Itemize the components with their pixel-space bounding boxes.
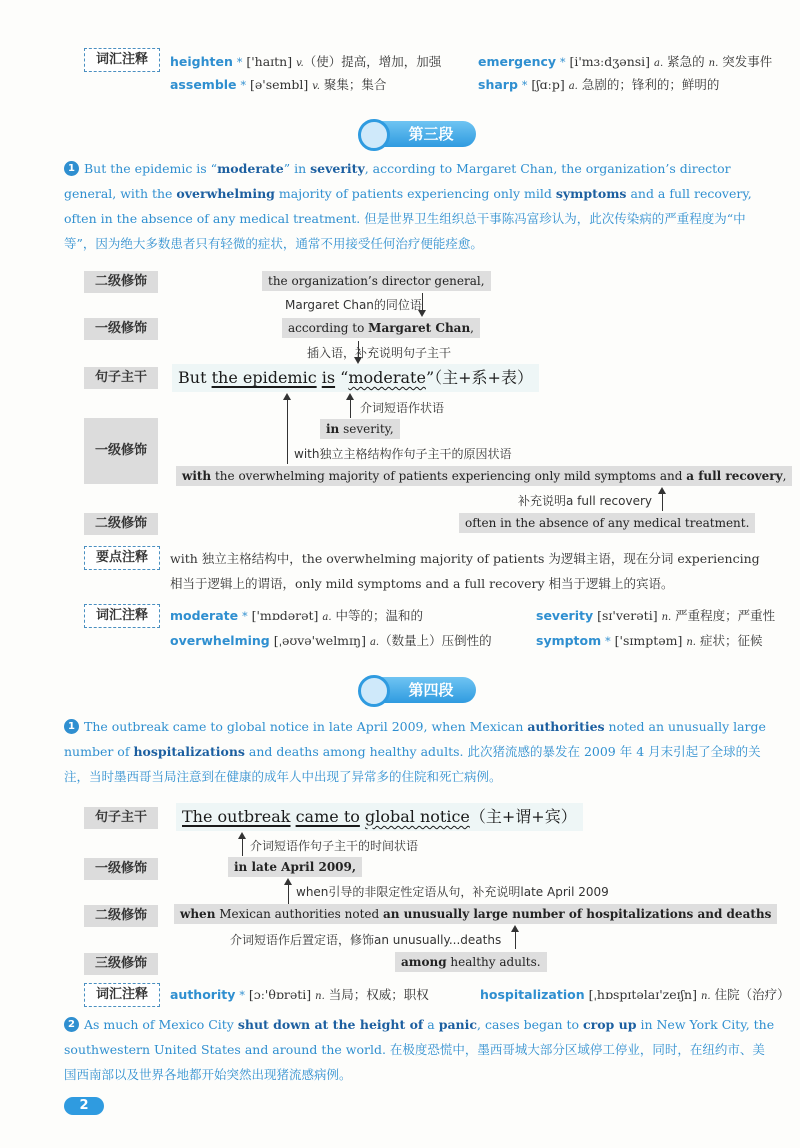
paragraph-3-1: 1 But the epidemic is “moderate” in severity, according to Margaret Chan, the organization’s director general, with the overwhelming majority of patients experiencing only mild symptoms and a full recovery, often in the absence of any medical treatment. 但是世界卫生组织总干事陈冯富珍认为，此次传染病的严重程度为“中等”，因为绝大多数患者只有轻微的症状，通常不用接受任何治疗便能痊愈。 (64, 161, 752, 251)
box-among-adults: among healthy adults. (395, 952, 547, 972)
sentence-number: 2 (64, 1017, 79, 1032)
arrow-line (662, 493, 663, 511)
vocab-entry-authority: authority * [ɔː'θɒrəti] n. 当局；权威；职权 (170, 987, 429, 1002)
vocab-entry-hospitalization: hospitalization [ˌhɒspɪtəlaɪ'zeɪʃn] n. 住院（治疗） (480, 987, 790, 1002)
note-full-recovery: 补充说明a full recovery (518, 494, 652, 508)
paragraph-4-1: 1 The outbreak came to global notice in late April 2009, when Mexican authorities noted an unusually large number of hospitalizations and deaths among healthy adults. 此次猪流感的暴发在 2009 年 4 月末引起了全球的关注，当时墨西哥当局注意到在健康的成年人中出现了异常多的住院和死亡病例。 (64, 719, 766, 784)
note-insertion: 插入语，补充说明句子主干 (307, 346, 452, 360)
sentence-stem-4: The outbreak came to global notice（主+谓+宾） (176, 803, 583, 831)
vocab-entry-symptom: symptom * ['sɪmptəm] n. 症状；征候 (536, 633, 763, 648)
points-text: with 独立主格结构中，the overwhelming majority of patients 为逻辑主语，现在分词 experiencing 相当于逻辑上的谓语，only mild symptoms and a full recovery 相当于逻辑上的宾语。 (170, 551, 760, 591)
box-in-severity: in severity, (320, 419, 400, 439)
section-title: 第四段 (408, 681, 454, 699)
box-late-april: in late April 2009, (228, 857, 362, 877)
box-with-structure: with the overwhelming majority of patients experiencing only mild symptoms and a full recovery, (176, 466, 792, 486)
level-label-l2: 二级修饰 (84, 271, 158, 293)
vocab-label-3: 词汇注释 (84, 604, 160, 628)
section-title: 第三段 (408, 125, 454, 143)
note-when-clause: when引导的非限定性定语从句，补充说明late April 2009 (296, 885, 609, 899)
arrow-line (515, 931, 516, 949)
box-when-clause: when Mexican authorities noted an unusually large number of hospitalizations and deaths (174, 904, 777, 924)
arrow-line (288, 884, 289, 904)
box-often-absence: often in the absence of any medical treatment. (459, 513, 755, 533)
note-with-absolute: with独立主格结构作句子主干的原因状语 (294, 447, 512, 461)
level-label-stem-4: 句子主干 (84, 807, 158, 829)
section-header-3 (362, 121, 476, 147)
vocab-entry-assemble: assemble * [ə'sembl] v. 聚集；集合 (170, 77, 387, 92)
arrow-head (418, 310, 426, 317)
paragraph-4-2: 2 As much of Mexico City shut down at the height of a panic, cases began to crop up in New York City, the southwestern United States and around the world. 在极度恐慌中，墨西哥城大部分区域停工停业，同时，在纽约市、美国西南部以及世界各地都开始突然出现猪流感病例。 (64, 1017, 775, 1082)
note-prep-adverbial: 介词短语作状语 (360, 401, 445, 415)
vocab-entry-severity: severity [sɪ'verəti] n. 严重程度；严重性 (536, 608, 776, 623)
level-label-l2b: 二级修饰 (84, 513, 158, 535)
level-label-l3-4: 三级修饰 (84, 953, 158, 975)
arrow-line (350, 399, 351, 418)
level-label-l1: 一级修饰 (84, 318, 158, 340)
arrow-line (242, 838, 243, 856)
box-according-to: according to Margaret Chan, (282, 318, 480, 338)
vocab-entry-overwhelming: overwhelming [ˌəʊvə'welmɪŋ] a.（数量上）压倒性的 (170, 633, 492, 648)
note-post-attributive: 介词短语作后置定语，修饰an unusually...deaths (230, 933, 502, 947)
vocab-entry-moderate: moderate * ['mɒdərət] a. 中等的；温和的 (170, 608, 424, 623)
magnifier-icon (358, 119, 390, 151)
points-label: 要点注释 (84, 546, 160, 570)
sentence-stem: But the epidemic is “moderate”（主+系+表） (172, 364, 539, 392)
note-appositive: Margaret Chan的同位语 (285, 298, 422, 312)
box-director-general: the organization’s director general, (262, 271, 491, 291)
section-header-4 (362, 677, 476, 703)
vocab-label-4: 词汇注释 (84, 983, 160, 1007)
arrow-line (287, 399, 288, 464)
sentence-number: 1 (64, 719, 79, 734)
vocab-entry-emergency: emergency * [i'mɜːdʒənsi] a. 紧急的 n. 突发事件 (478, 54, 773, 69)
vocab-entry-heighten: heighten * ['haɪtn] v.（使）提高，增加，加强 (170, 54, 442, 69)
magnifier-icon (358, 675, 390, 707)
sentence-number: 1 (64, 161, 79, 176)
note-time-adverbial: 介词短语作句子主干的时间状语 (250, 839, 419, 853)
vocab-entry-sharp: sharp * [ʃɑːp] a. 急剧的；锋利的；鲜明的 (478, 77, 720, 92)
page-number: 2 (64, 1097, 104, 1115)
vocab-label-top: 词汇注释 (84, 48, 160, 72)
level-label-l2-4: 二级修饰 (84, 905, 158, 927)
level-label-l1b: 一级修饰 (84, 418, 158, 484)
level-label-l1-4: 一级修饰 (84, 858, 158, 880)
level-label-stem: 句子主干 (84, 367, 158, 389)
arrow-head (354, 357, 362, 364)
arrow-line (422, 293, 423, 311)
